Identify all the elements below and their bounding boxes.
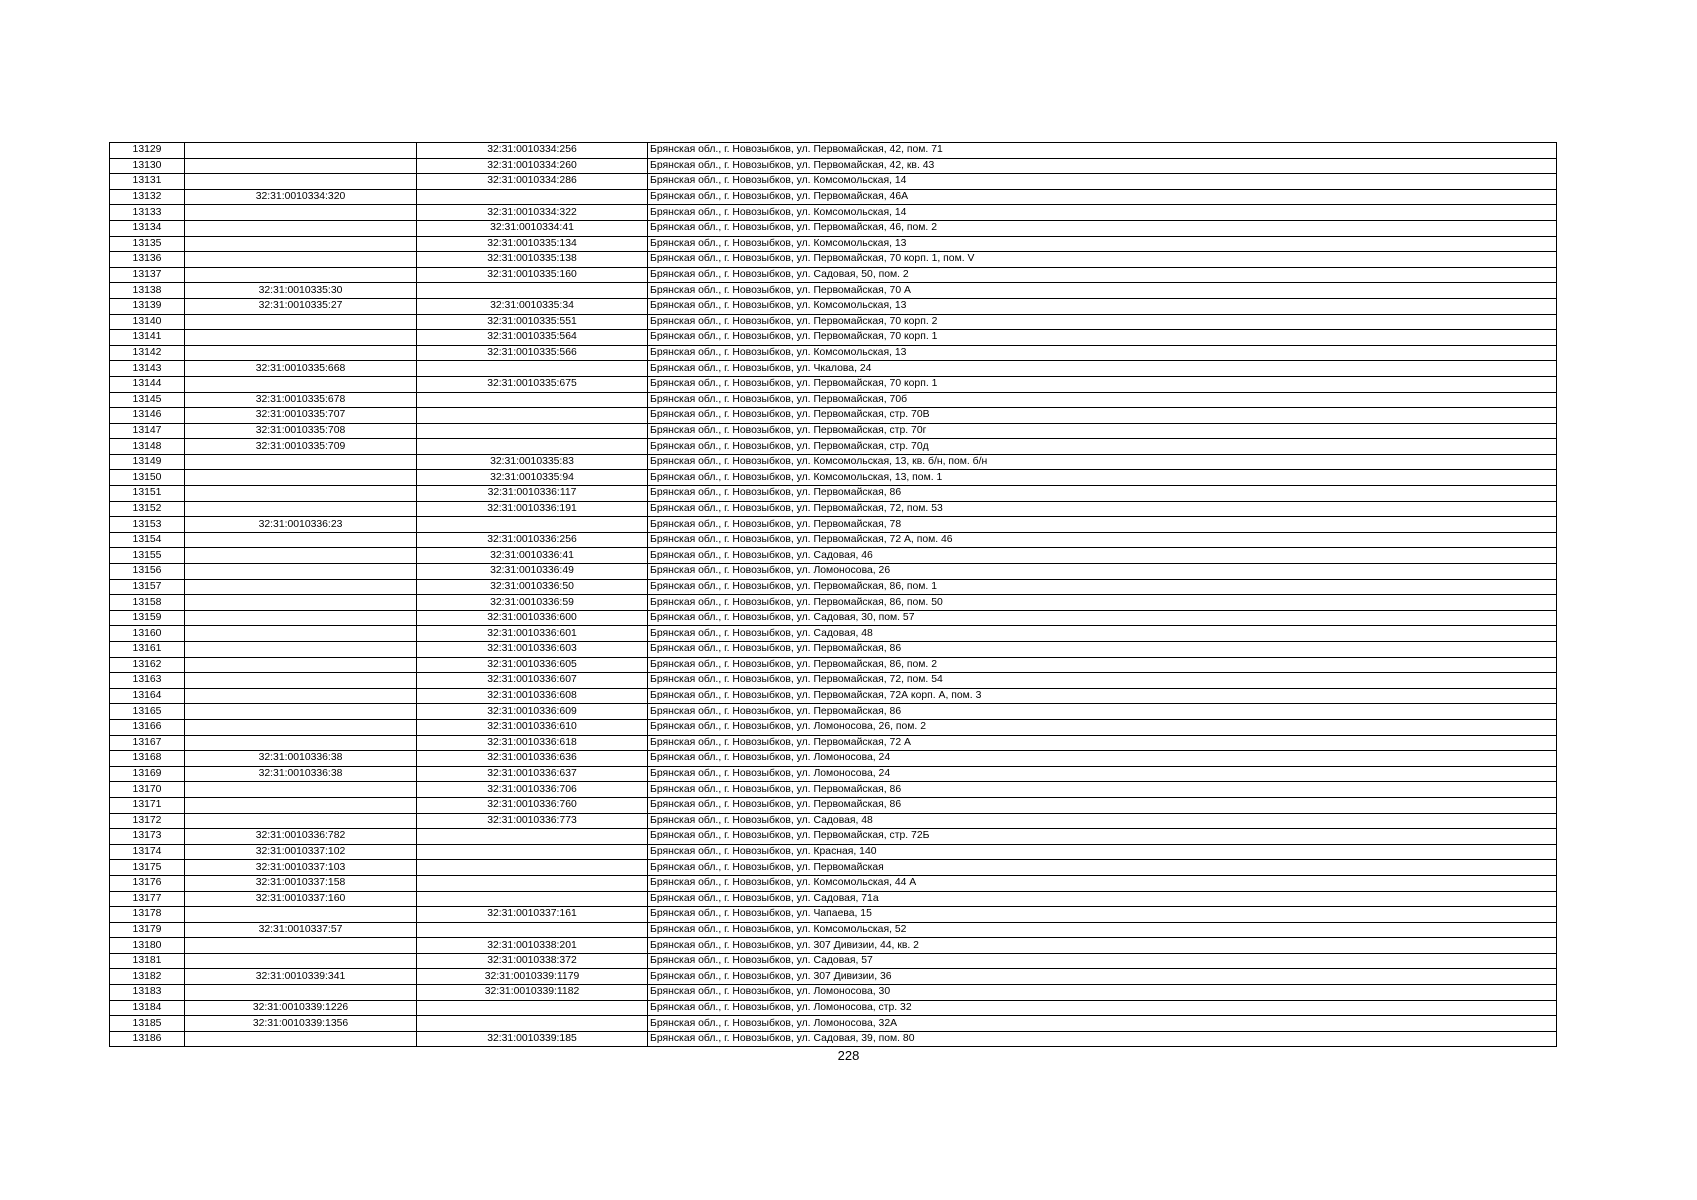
table-row (110, 1016, 1557, 1032)
address-cell: Брянская обл., г. Новозыбков, ул. Первомайская, 72, пом. 53 (648, 501, 1557, 517)
land-cadastral-number-cell (185, 314, 417, 330)
document-page (109, 142, 1556, 1047)
address-cell: Брянская обл., г. Новозыбков, ул. Первомайская, 86, пом. 50 (648, 595, 1557, 611)
table-row (110, 486, 1557, 502)
row-number-cell: 13182 (110, 969, 185, 985)
row-number-cell: 13162 (110, 657, 185, 673)
land-cadastral-number-cell: 32:31:0010335:708 (185, 423, 417, 439)
address-cell: Брянская обл., г. Новозыбков, ул. Чапаева, 15 (648, 907, 1557, 923)
table-row (110, 719, 1557, 735)
land-cadastral-number-cell (185, 813, 417, 829)
land-cadastral-number-cell: 32:31:0010337:57 (185, 922, 417, 938)
land-cadastral-number-cell: 32:31:0010339:341 (185, 969, 417, 985)
object-cadastral-number-cell: 32:31:0010334:256 (417, 143, 648, 159)
object-cadastral-number-cell: 32:31:0010336:607 (417, 673, 648, 689)
row-number-cell: 13144 (110, 376, 185, 392)
object-cadastral-number-cell (417, 392, 648, 408)
land-cadastral-number-cell (185, 205, 417, 221)
row-number-cell: 13129 (110, 143, 185, 159)
row-number-cell: 13158 (110, 595, 185, 611)
address-cell: Брянская обл., г. Новозыбков, ул. Первомайская, 70 корп. 1 (648, 330, 1557, 346)
address-cell: Брянская обл., г. Новозыбков, ул. Первомайская, 78 (648, 517, 1557, 533)
table-row (110, 610, 1557, 626)
address-cell: Брянская обл., г. Новозыбков, ул. Садовая, 46 (648, 548, 1557, 564)
table-row (110, 735, 1557, 751)
row-number-cell: 13186 (110, 1031, 185, 1047)
address-cell: Брянская обл., г. Новозыбков, ул. Садовая, 57 (648, 953, 1557, 969)
object-cadastral-number-cell (417, 439, 648, 455)
object-cadastral-number-cell: 32:31:0010335:566 (417, 345, 648, 361)
row-number-cell: 13142 (110, 345, 185, 361)
row-number-cell: 13177 (110, 891, 185, 907)
address-cell: Брянская обл., г. Новозыбков, ул. Первомайская (648, 860, 1557, 876)
table-row (110, 860, 1557, 876)
row-number-cell: 13137 (110, 267, 185, 283)
row-number-cell: 13185 (110, 1016, 185, 1032)
row-number-cell: 13159 (110, 610, 185, 626)
row-number-cell: 13160 (110, 626, 185, 642)
object-cadastral-number-cell: 32:31:0010336:773 (417, 813, 648, 829)
land-cadastral-number-cell (185, 735, 417, 751)
object-cadastral-number-cell: 32:31:0010336:609 (417, 704, 648, 720)
land-cadastral-number-cell (185, 236, 417, 252)
land-cadastral-number-cell: 32:31:0010335:678 (185, 392, 417, 408)
table-row (110, 252, 1557, 268)
land-cadastral-number-cell (185, 486, 417, 502)
address-cell: Брянская обл., г. Новозыбков, ул. Первомайская, 70 корп. 1, пом. V (648, 252, 1557, 268)
land-cadastral-number-cell (185, 953, 417, 969)
row-number-cell: 13152 (110, 501, 185, 517)
object-cadastral-number-cell: 32:31:0010336:637 (417, 766, 648, 782)
address-cell: Брянская обл., г. Новозыбков, ул. Комсомольская, 13, пом. 1 (648, 470, 1557, 486)
land-cadastral-number-cell (185, 719, 417, 735)
table-row (110, 283, 1557, 299)
object-cadastral-number-cell (417, 829, 648, 845)
row-number-cell: 13153 (110, 517, 185, 533)
land-cadastral-number-cell (185, 376, 417, 392)
row-number-cell: 13140 (110, 314, 185, 330)
row-number-cell: 13171 (110, 797, 185, 813)
address-cell: Брянская обл., г. Новозыбков, ул. Комсомольская, 14 (648, 205, 1557, 221)
address-cell: Брянская обл., г. Новозыбков, ул. Первомайская, 86 (648, 704, 1557, 720)
object-cadastral-number-cell (417, 922, 648, 938)
land-cadastral-number-cell (185, 470, 417, 486)
address-cell: Брянская обл., г. Новозыбков, ул. Чкалова, 24 (648, 361, 1557, 377)
table-row (110, 330, 1557, 346)
land-cadastral-number-cell (185, 938, 417, 954)
land-cadastral-number-cell (185, 579, 417, 595)
address-cell: Брянская обл., г. Новозыбков, ул. Садовая, 30, пом. 57 (648, 610, 1557, 626)
address-cell: Брянская обл., г. Новозыбков, ул. Комсомольская, 13 (648, 345, 1557, 361)
row-number-cell: 13164 (110, 688, 185, 704)
table-row (110, 1000, 1557, 1016)
table-row (110, 829, 1557, 845)
land-cadastral-number-cell (185, 704, 417, 720)
row-number-cell: 13174 (110, 844, 185, 860)
row-number-cell: 13167 (110, 735, 185, 751)
address-cell: Брянская обл., г. Новозыбков, ул. Первомайская, 86 (648, 797, 1557, 813)
land-cadastral-number-cell (185, 657, 417, 673)
land-cadastral-number-cell (185, 454, 417, 470)
table-row (110, 922, 1557, 938)
object-cadastral-number-cell: 32:31:0010334:41 (417, 220, 648, 236)
row-number-cell: 13184 (110, 1000, 185, 1016)
object-cadastral-number-cell: 32:31:0010339:1179 (417, 969, 648, 985)
address-cell: Брянская обл., г. Новозыбков, ул. Садовая, 71а (648, 891, 1557, 907)
table-row (110, 938, 1557, 954)
page-number: 228 (837, 1048, 860, 1063)
address-cell: Брянская обл., г. Новозыбков, ул. Садовая, 39, пом. 80 (648, 1031, 1557, 1047)
row-number-cell: 13138 (110, 283, 185, 299)
object-cadastral-number-cell (417, 189, 648, 205)
row-number-cell: 13176 (110, 875, 185, 891)
table-row (110, 797, 1557, 813)
address-cell: Брянская обл., г. Новозыбков, ул. Ломоносова, 26, пом. 2 (648, 719, 1557, 735)
land-cadastral-number-cell (185, 595, 417, 611)
address-cell: Брянская обл., г. Новозыбков, ул. Первомайская, 46, пом. 2 (648, 220, 1557, 236)
object-cadastral-number-cell: 32:31:0010338:372 (417, 953, 648, 969)
row-number-cell: 13149 (110, 454, 185, 470)
land-cadastral-number-cell (185, 548, 417, 564)
object-cadastral-number-cell (417, 1016, 648, 1032)
object-cadastral-number-cell: 32:31:0010336:117 (417, 486, 648, 502)
address-cell: Брянская обл., г. Новозыбков, ул. Ломоносова, 24 (648, 751, 1557, 767)
row-number-cell: 13173 (110, 829, 185, 845)
row-number-cell: 13130 (110, 158, 185, 174)
land-cadastral-number-cell: 32:31:0010337:158 (185, 875, 417, 891)
row-number-cell: 13134 (110, 220, 185, 236)
table-row (110, 532, 1557, 548)
address-cell: Брянская обл., г. Новозыбков, ул. Ломоносова, 26 (648, 564, 1557, 580)
land-cadastral-number-cell (185, 158, 417, 174)
object-cadastral-number-cell (417, 875, 648, 891)
row-number-cell: 13155 (110, 548, 185, 564)
table-row (110, 392, 1557, 408)
address-cell: Брянская обл., г. Новозыбков, ул. Ломоносова, стр. 32 (648, 1000, 1557, 1016)
address-cell: Брянская обл., г. Новозыбков, ул. Первомайская, 72 А, пом. 46 (648, 532, 1557, 548)
land-cadastral-number-cell (185, 252, 417, 268)
object-cadastral-number-cell: 32:31:0010335:134 (417, 236, 648, 252)
object-cadastral-number-cell: 32:31:0010335:138 (417, 252, 648, 268)
table-row (110, 470, 1557, 486)
row-number-cell: 13154 (110, 532, 185, 548)
table-row (110, 766, 1557, 782)
table-row (110, 361, 1557, 377)
object-cadastral-number-cell (417, 860, 648, 876)
table-row (110, 564, 1557, 580)
object-cadastral-number-cell: 32:31:0010336:601 (417, 626, 648, 642)
address-cell: Брянская обл., г. Новозыбков, ул. Комсомольская, 13 (648, 298, 1557, 314)
address-cell: Брянская обл., г. Новозыбков, ул. Первомайская, 42, пом. 71 (648, 143, 1557, 159)
land-cadastral-number-cell: 32:31:0010339:1356 (185, 1016, 417, 1032)
object-cadastral-number-cell: 32:31:0010336:636 (417, 751, 648, 767)
address-cell: Брянская обл., г. Новозыбков, ул. Первомайская, 86, пом. 2 (648, 657, 1557, 673)
table-row (110, 345, 1557, 361)
object-cadastral-number-cell: 32:31:0010336:41 (417, 548, 648, 564)
object-cadastral-number-cell: 32:31:0010335:94 (417, 470, 648, 486)
row-number-cell: 13180 (110, 938, 185, 954)
address-cell: Брянская обл., г. Новозыбков, ул. Первомайская, 72А корп. А, пом. 3 (648, 688, 1557, 704)
land-cadastral-number-cell (185, 642, 417, 658)
address-cell: Брянская обл., г. Новозыбков, ул. Первомайская, 86 (648, 486, 1557, 502)
object-cadastral-number-cell: 32:31:0010336:603 (417, 642, 648, 658)
table-row (110, 314, 1557, 330)
row-number-cell: 13132 (110, 189, 185, 205)
table-row (110, 875, 1557, 891)
address-cell: Брянская обл., г. Новозыбков, ул. Первомайская, 46А (648, 189, 1557, 205)
land-cadastral-number-cell: 32:31:0010335:707 (185, 408, 417, 424)
table-row (110, 751, 1557, 767)
object-cadastral-number-cell: 32:31:0010336:50 (417, 579, 648, 595)
object-cadastral-number-cell: 32:31:0010336:59 (417, 595, 648, 611)
table-row (110, 205, 1557, 221)
object-cadastral-number-cell: 32:31:0010335:160 (417, 267, 648, 283)
address-cell: Брянская обл., г. Новозыбков, ул. 307 Дивизии, 36 (648, 969, 1557, 985)
address-cell: Брянская обл., г. Новозыбков, ул. Первомайская, стр. 70В (648, 408, 1557, 424)
address-cell: Брянская обл., г. Новозыбков, ул. Красная, 140 (648, 844, 1557, 860)
row-number-cell: 13150 (110, 470, 185, 486)
address-cell: Брянская обл., г. Новозыбков, ул. Садовая, 50, пом. 2 (648, 267, 1557, 283)
land-cadastral-number-cell (185, 501, 417, 517)
table-row (110, 969, 1557, 985)
land-cadastral-number-cell (185, 907, 417, 923)
object-cadastral-number-cell: 32:31:0010336:256 (417, 532, 648, 548)
land-cadastral-number-cell: 32:31:0010334:320 (185, 189, 417, 205)
land-cadastral-number-cell (185, 143, 417, 159)
land-cadastral-number-cell: 32:31:0010337:103 (185, 860, 417, 876)
row-number-cell: 13178 (110, 907, 185, 923)
row-number-cell: 13157 (110, 579, 185, 595)
address-cell: Брянская обл., г. Новозыбков, ул. Первомайская, 70б (648, 392, 1557, 408)
row-number-cell: 13169 (110, 766, 185, 782)
table-row (110, 517, 1557, 533)
land-cadastral-number-cell (185, 532, 417, 548)
table-row (110, 673, 1557, 689)
object-cadastral-number-cell: 32:31:0010336:760 (417, 797, 648, 813)
address-cell: Брянская обл., г. Новозыбков, ул. Ломоносова, 24 (648, 766, 1557, 782)
row-number-cell: 13135 (110, 236, 185, 252)
table-row (110, 595, 1557, 611)
row-number-cell: 13181 (110, 953, 185, 969)
table-row (110, 844, 1557, 860)
table-row (110, 688, 1557, 704)
object-cadastral-number-cell: 32:31:0010336:49 (417, 564, 648, 580)
table-row (110, 376, 1557, 392)
object-cadastral-number-cell: 32:31:0010336:608 (417, 688, 648, 704)
address-cell: Брянская обл., г. Новозыбков, ул. Первомайская, 86, пом. 1 (648, 579, 1557, 595)
address-cell: Брянская обл., г. Новозыбков, ул. Садовая, 48 (648, 813, 1557, 829)
table-row (110, 891, 1557, 907)
row-number-cell: 13161 (110, 642, 185, 658)
table-row (110, 423, 1557, 439)
object-cadastral-number-cell (417, 517, 648, 533)
land-cadastral-number-cell (185, 673, 417, 689)
land-cadastral-number-cell: 32:31:0010337:102 (185, 844, 417, 860)
table-row (110, 298, 1557, 314)
object-cadastral-number-cell: 32:31:0010339:1182 (417, 985, 648, 1001)
table-row (110, 439, 1557, 455)
land-cadastral-number-cell (185, 330, 417, 346)
row-number-cell: 13166 (110, 719, 185, 735)
table-row (110, 454, 1557, 470)
object-cadastral-number-cell: 32:31:0010336:706 (417, 782, 648, 798)
land-cadastral-number-cell (185, 782, 417, 798)
address-cell: Брянская обл., г. Новозыбков, ул. Первомайская, 72, пом. 54 (648, 673, 1557, 689)
table-row (110, 220, 1557, 236)
row-number-cell: 13139 (110, 298, 185, 314)
object-cadastral-number-cell: 32:31:0010335:34 (417, 298, 648, 314)
land-cadastral-number-cell (185, 797, 417, 813)
row-number-cell: 13141 (110, 330, 185, 346)
table-row (110, 626, 1557, 642)
land-cadastral-number-cell: 32:31:0010336:38 (185, 766, 417, 782)
table-row (110, 782, 1557, 798)
land-cadastral-number-cell (185, 220, 417, 236)
table-row (110, 953, 1557, 969)
object-cadastral-number-cell: 32:31:0010336:605 (417, 657, 648, 673)
object-cadastral-number-cell: 32:31:0010335:564 (417, 330, 648, 346)
land-cadastral-number-cell: 32:31:0010335:709 (185, 439, 417, 455)
row-number-cell: 13136 (110, 252, 185, 268)
row-number-cell: 13133 (110, 205, 185, 221)
address-cell: Брянская обл., г. Новозыбков, ул. Ломоносова, 30 (648, 985, 1557, 1001)
land-cadastral-number-cell (185, 1031, 417, 1047)
table-row (110, 267, 1557, 283)
land-cadastral-number-cell (185, 610, 417, 626)
object-cadastral-number-cell (417, 891, 648, 907)
row-number-cell: 13163 (110, 673, 185, 689)
land-cadastral-number-cell (185, 626, 417, 642)
land-cadastral-number-cell (185, 985, 417, 1001)
land-cadastral-number-cell: 32:31:0010335:668 (185, 361, 417, 377)
address-cell: Брянская обл., г. Новозыбков, ул. Комсомольская, 13, кв. б/н, пом. б/н (648, 454, 1557, 470)
address-cell: Брянская обл., г. Новозыбков, ул. Комсомольская, 44 А (648, 875, 1557, 891)
object-cadastral-number-cell: 32:31:0010336:618 (417, 735, 648, 751)
object-cadastral-number-cell: 32:31:0010336:610 (417, 719, 648, 735)
object-cadastral-number-cell: 32:31:0010339:185 (417, 1031, 648, 1047)
object-cadastral-number-cell: 32:31:0010338:201 (417, 938, 648, 954)
object-cadastral-number-cell: 32:31:0010337:161 (417, 907, 648, 923)
address-cell: Брянская обл., г. Новозыбков, ул. Комсомольская, 14 (648, 174, 1557, 190)
row-number-cell: 13179 (110, 922, 185, 938)
land-cadastral-number-cell: 32:31:0010336:23 (185, 517, 417, 533)
object-cadastral-number-cell (417, 283, 648, 299)
row-number-cell: 13131 (110, 174, 185, 190)
address-cell: Брянская обл., г. Новозыбков, ул. Первомайская, 42, кв. 43 (648, 158, 1557, 174)
address-cell: Брянская обл., г. Новозыбков, ул. Первомайская, 72 А (648, 735, 1557, 751)
table-row (110, 158, 1557, 174)
address-cell: Брянская обл., г. Новозыбков, ул. Первомайская, стр. 72Б (648, 829, 1557, 845)
table-row (110, 642, 1557, 658)
row-number-cell: 13145 (110, 392, 185, 408)
land-cadastral-number-cell: 32:31:0010337:160 (185, 891, 417, 907)
object-cadastral-number-cell (417, 361, 648, 377)
row-number-cell: 13146 (110, 408, 185, 424)
row-number-cell: 13175 (110, 860, 185, 876)
table-row (110, 907, 1557, 923)
table-row (110, 1031, 1557, 1047)
object-cadastral-number-cell (417, 408, 648, 424)
table-row (110, 579, 1557, 595)
table-row (110, 548, 1557, 564)
land-cadastral-number-cell (185, 345, 417, 361)
row-number-cell: 13183 (110, 985, 185, 1001)
table-row (110, 143, 1557, 159)
object-cadastral-number-cell: 32:31:0010335:551 (417, 314, 648, 330)
object-cadastral-number-cell: 32:31:0010334:286 (417, 174, 648, 190)
address-cell: Брянская обл., г. Новозыбков, ул. Первомайская, 70 корп. 2 (648, 314, 1557, 330)
row-number-cell: 13168 (110, 751, 185, 767)
row-number-cell: 13170 (110, 782, 185, 798)
address-cell: Брянская обл., г. Новозыбков, ул. Первомайская, 70 корп. 1 (648, 376, 1557, 392)
land-cadastral-number-cell: 32:31:0010336:38 (185, 751, 417, 767)
table-row (110, 813, 1557, 829)
land-cadastral-number-cell (185, 564, 417, 580)
object-cadastral-number-cell: 32:31:0010335:675 (417, 376, 648, 392)
land-cadastral-number-cell (185, 267, 417, 283)
table-row (110, 189, 1557, 205)
address-cell: Брянская обл., г. Новозыбков, ул. Комсомольская, 13 (648, 236, 1557, 252)
object-cadastral-number-cell: 32:31:0010334:260 (417, 158, 648, 174)
object-cadastral-number-cell: 32:31:0010336:600 (417, 610, 648, 626)
land-cadastral-number-cell: 32:31:0010339:1226 (185, 1000, 417, 1016)
row-number-cell: 13148 (110, 439, 185, 455)
registry-table-body (110, 143, 1557, 1047)
land-cadastral-number-cell: 32:31:0010335:30 (185, 283, 417, 299)
table-row (110, 985, 1557, 1001)
row-number-cell: 13156 (110, 564, 185, 580)
object-cadastral-number-cell: 32:31:0010335:83 (417, 454, 648, 470)
land-cadastral-number-cell: 32:31:0010336:782 (185, 829, 417, 845)
table-row (110, 408, 1557, 424)
address-cell: Брянская обл., г. Новозыбков, ул. Первомайская, 86 (648, 642, 1557, 658)
land-cadastral-number-cell (185, 174, 417, 190)
table-row (110, 501, 1557, 517)
address-cell: Брянская обл., г. Новозыбков, ул. Ломоносова, 32А (648, 1016, 1557, 1032)
row-number-cell: 13165 (110, 704, 185, 720)
object-cadastral-number-cell: 32:31:0010336:191 (417, 501, 648, 517)
table-row (110, 704, 1557, 720)
row-number-cell: 13143 (110, 361, 185, 377)
table-row (110, 657, 1557, 673)
land-cadastral-number-cell: 32:31:0010335:27 (185, 298, 417, 314)
address-cell: Брянская обл., г. Новозыбков, ул. 307 Дивизии, 44, кв. 2 (648, 938, 1557, 954)
object-cadastral-number-cell: 32:31:0010334:322 (417, 205, 648, 221)
address-cell: Брянская обл., г. Новозыбков, ул. Первомайская, стр. 70г (648, 423, 1557, 439)
object-cadastral-number-cell (417, 423, 648, 439)
object-cadastral-number-cell (417, 844, 648, 860)
address-cell: Брянская обл., г. Новозыбков, ул. Комсомольская, 52 (648, 922, 1557, 938)
address-cell: Брянская обл., г. Новозыбков, ул. Первомайская, стр. 70д (648, 439, 1557, 455)
row-number-cell: 13147 (110, 423, 185, 439)
table-row (110, 236, 1557, 252)
row-number-cell: 13151 (110, 486, 185, 502)
object-cadastral-number-cell (417, 1000, 648, 1016)
land-cadastral-number-cell (185, 688, 417, 704)
table-row (110, 174, 1557, 190)
row-number-cell: 13172 (110, 813, 185, 829)
address-cell: Брянская обл., г. Новозыбков, ул. Первомайская, 70 А (648, 283, 1557, 299)
address-cell: Брянская обл., г. Новозыбков, ул. Садовая, 48 (648, 626, 1557, 642)
address-cell: Брянская обл., г. Новозыбков, ул. Первомайская, 86 (648, 782, 1557, 798)
registry-table (109, 142, 1557, 1047)
